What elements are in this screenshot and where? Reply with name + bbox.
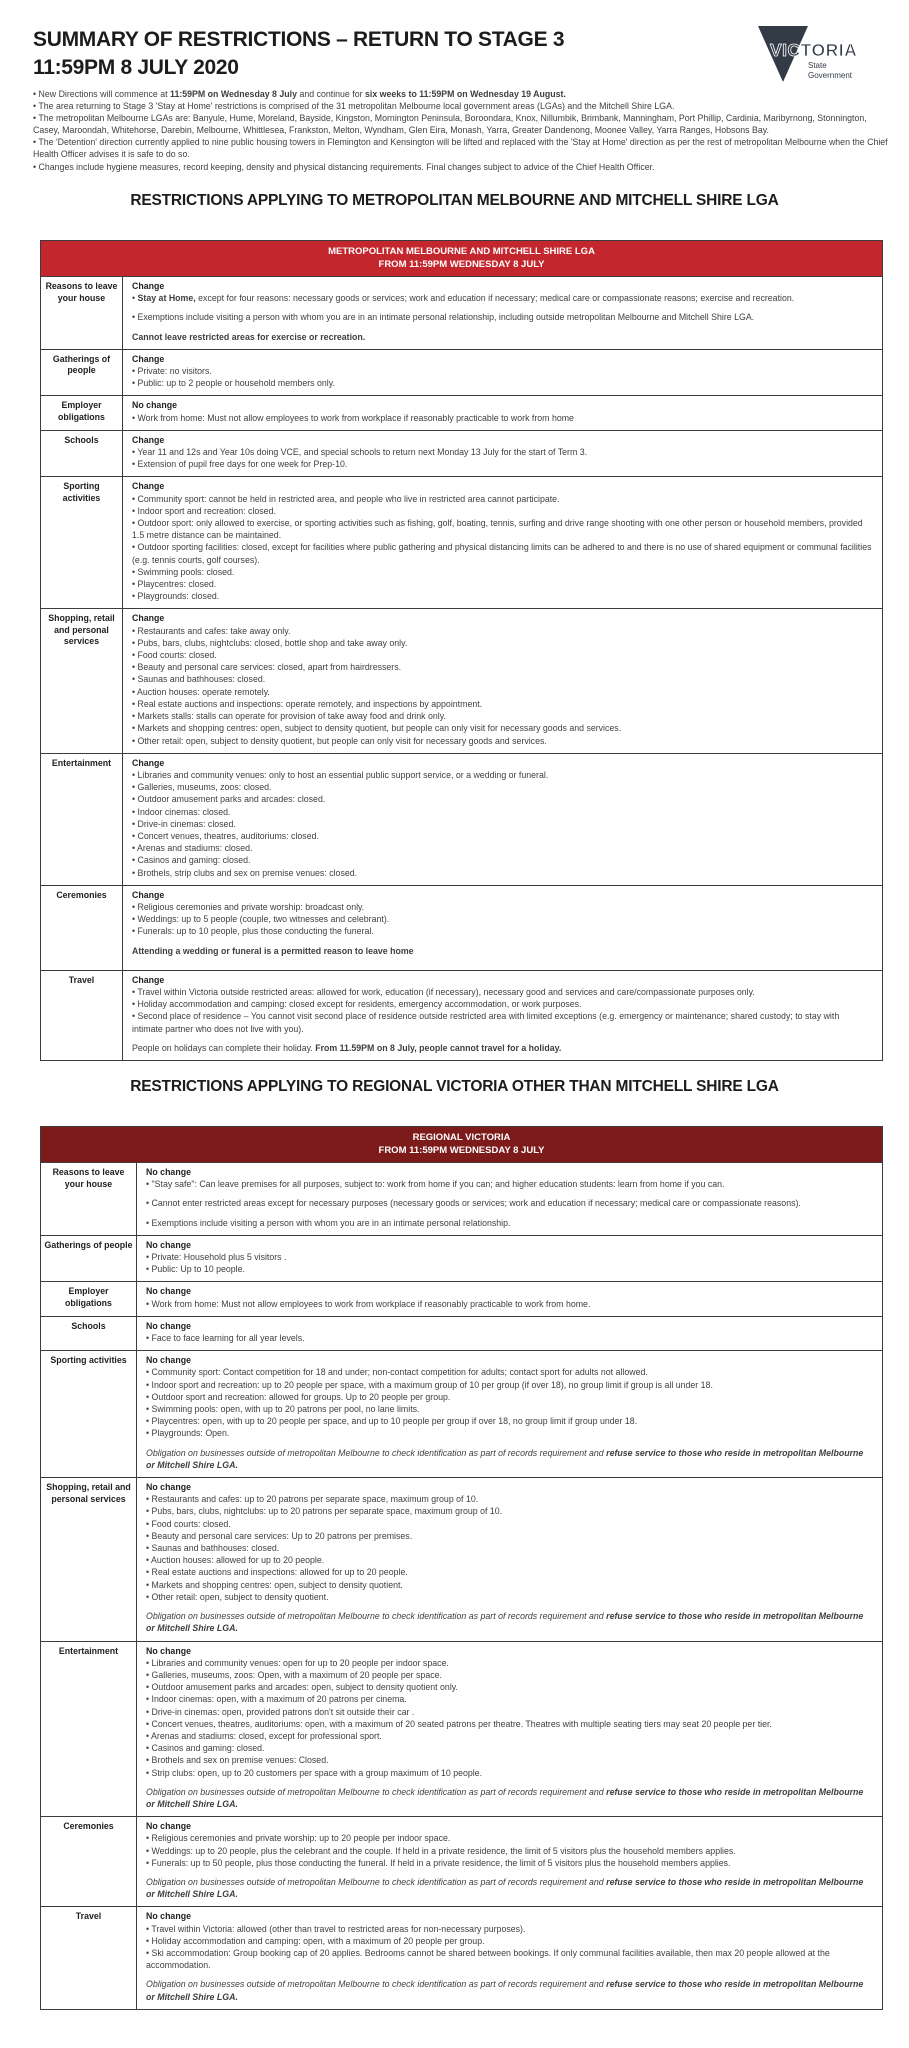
row-content	[123, 431, 882, 477]
row-status: No change	[146, 1645, 191, 1656]
row-label: Entertainment	[41, 1642, 137, 1817]
content-line: • Face to face learning for all year levels.	[146, 1333, 305, 1344]
row-status: Change	[132, 434, 165, 445]
content-line: • Playgrounds: Open.	[146, 1428, 230, 1439]
content-line: • Playcentres: open, with up to 20 people per space, and up to 10 people per group if over 18, no group limit if group under 18.	[146, 1416, 638, 1427]
content-line: • Weddings: up to 5 people (couple, two witnesses and celebrant).	[132, 914, 390, 925]
row-content	[123, 754, 882, 885]
content-line: • Auction houses: operate remotely.	[132, 686, 270, 697]
content-line: • Real estate auctions and inspections: operate remotely, and inspections by appointment.	[132, 698, 483, 709]
table-row	[41, 608, 882, 752]
row-label: Reasons to leave your house	[41, 1163, 137, 1235]
row-status: No change	[132, 400, 177, 411]
victoria-triangle-icon	[756, 18, 881, 88]
content-line: • Other retail: open, subject to density quotient.	[146, 1591, 329, 1602]
row-label: Entertainment	[41, 754, 123, 885]
spacer	[146, 1603, 872, 1610]
content-line: • Swimming pools: closed.	[132, 566, 235, 577]
text-segment: From 11.59PM on 8 July, people cannot travel for a holiday.	[315, 1042, 562, 1053]
row-content	[137, 1351, 882, 1477]
content-line: • Playcentres: closed.	[132, 579, 217, 590]
content-line: • Arenas and stadiums: closed.	[132, 843, 253, 854]
logo-name: VICTORIA	[770, 40, 858, 60]
row-content	[137, 1282, 882, 1315]
content-line: • Casinos and gaming: closed.	[146, 1743, 265, 1754]
row-label: Gatherings of people	[41, 1236, 137, 1282]
content-line: • Extension of pupil free days for one week for Prep-10.	[132, 459, 348, 470]
row-label: Reasons to leave your house	[41, 277, 123, 349]
content-line: • Exemptions include visiting a person with whom you are in an intimate personal relationship, including outside metropolitan Melbourne and Mitchell Shire LGA.	[132, 312, 755, 323]
table-header-line-2: FROM 11:59PM WEDNESDAY 8 JULY	[378, 259, 545, 270]
row-label: Travel	[41, 1907, 137, 2008]
content-line: • Travel within Victoria outside restricted areas: allowed for work, education (if necessary), necessary good and services and care/compassionate purposes only.	[132, 986, 755, 997]
content-line: • Concert venues, theatres, auditoriums: open, with a maximum of 20 seated patrons per theatre. Theatres with multiple seating tiers may seat 20 people per tier.	[146, 1718, 772, 1729]
content-line: • Work from home: Must not allow employees to work from workplace if reasonably practicable to work from home	[132, 412, 574, 423]
content-line: • Ski accommodation: Group booking cap of 20 applies. Bedrooms cannot be shared between bookings. If only communal facilities available, then max 20 people allowed at the accommodation.	[146, 1947, 830, 1971]
content-line: • Beauty and personal care services: Up to 20 patrons per premises.	[146, 1530, 413, 1541]
content-line: • Travel within Victoria: allowed (other than travel to restricted areas for non-necessary purposes).	[146, 1923, 526, 1934]
table-body-regional	[41, 1162, 882, 2009]
row-label: Ceremonies	[41, 1817, 137, 1906]
row-status: No change	[146, 1911, 191, 1922]
content-line: • Swimming pools: open, with up to 20 patrons per pool, no lane limits.	[146, 1404, 420, 1415]
content-line	[146, 1876, 872, 1900]
logo-sub-line-2: Government	[808, 71, 853, 80]
content-line: • Saunas and bathhouses: closed.	[146, 1543, 280, 1554]
table-row	[41, 1641, 882, 1817]
spacer	[146, 1779, 872, 1786]
table-header-metro	[41, 241, 882, 276]
content-line: • "Stay safe": Can leave premises for all purposes, subject to: work from home if you can; and higher education students: learn from home if you can.	[146, 1179, 725, 1190]
content-line: • Outdoor sport: only allowed to exercise, or sporting activities such as fishing, golf, boating, tennis, surfing and drive range shooting with one other person or household members, provided 1.5 metre distance can be maintained.	[132, 518, 863, 541]
page-title	[33, 26, 733, 82]
content-line: • Year 11 and 12s and Year 10s doing VCE, and special schools to return next Monday 13 July for the start of Term 3.	[132, 447, 588, 458]
text-segment: Obligation on businesses outside of metropolitan Melbourne to check identification as part of records requirement and	[146, 1611, 607, 1622]
intro-bullet: • The metropolitan Melbourne LGAs are: Banyule, Hume, Moreland, Bayside, Kingston, Mornington Peninsula, Boroondara, Knox, Nillumbik, Brimbank, Manningham, Port Phillip, Cardinia, Maribyrnong, Stonnington, Casey, Maroondah, Whitehorse, Darebin, Melbourne, Whittlesea, Frankston, Melton, Wyndham, Glen Eira, Monash, Yarra, Greater Dandenong, Moonee Valley, Yarra Ranges, Hobsons Bay.	[33, 113, 867, 136]
row-label: Ceremonies	[41, 886, 123, 970]
section-heading-metro: RESTRICTIONS APPLYING TO METROPOLITAN MELBOURNE AND MITCHELL SHIRE LGA	[130, 192, 779, 209]
content-line: • Public: up to 2 people or household members only.	[132, 378, 335, 389]
row-label: Employer obligations	[41, 396, 123, 429]
row-content	[137, 1642, 882, 1817]
table-row	[41, 1162, 882, 1235]
table-row	[41, 395, 882, 429]
content-line: • Restaurants and cafes: up to 20 patrons per separate space, maximum group of 10.	[146, 1494, 479, 1505]
table-row	[41, 1906, 882, 2008]
spacer	[132, 304, 872, 311]
row-status: No change	[146, 1239, 191, 1250]
row-content	[123, 350, 882, 396]
content-line: • Brothels, strip clubs and sex on premise venues: closed.	[132, 867, 358, 878]
content-line: • Real estate auctions and inspections: allowed for up to 20 people.	[146, 1567, 408, 1578]
row-label: Schools	[41, 1317, 137, 1350]
content-line: • Second place of residence – You cannot visit second place of residence outside restricted area with limited exceptions (e.g. emergency or maintenance; shared custody; to stay with intimate partner who does not live with you).	[132, 1011, 840, 1034]
row-status: Change	[132, 974, 165, 985]
row-content	[123, 609, 882, 752]
content-line	[146, 1978, 872, 2002]
row-label: Sporting activities	[41, 477, 123, 608]
text-segment: Obligation on businesses outside of metropolitan Melbourne to check identification as part of records requirement and	[146, 1876, 607, 1887]
row-status: Change	[132, 281, 165, 291]
content-line	[132, 331, 872, 343]
logo-sub-line-1: State	[808, 61, 827, 70]
intro-bullet: • The 'Detention' direction currently applied to nine public housing towers in Flemington and Kensington will be lifted and replaced with the 'Stay at Home' direction as per the rest of metropolitan Melbourne when the Chief Health Officer advises it is safe to do so.	[33, 137, 888, 160]
spacer	[146, 1210, 872, 1217]
content-line	[146, 1447, 872, 1471]
content-line: • Religious ceremonies and private worship: up to 20 people per indoor space.	[146, 1833, 451, 1844]
table-row	[41, 1350, 882, 1477]
content-line: • Holiday accommodation and camping: open, with a maximum of 20 people per group.	[146, 1935, 485, 1946]
content-line: • Public: Up to 10 people.	[146, 1264, 245, 1275]
text-segment: and continue for	[297, 89, 365, 99]
row-content	[123, 396, 882, 429]
text-segment: Obligation on businesses outside of metropolitan Melbourne to check identification as part of records requirement and	[146, 1786, 607, 1797]
content-line: • Restaurants and cafes: take away only.	[132, 625, 291, 636]
content-line: • Outdoor sport and recreation: allowed for groups. Up to 20 people per group.	[146, 1391, 451, 1402]
row-label: Gatherings of people	[41, 350, 123, 396]
content-line: • Libraries and community venues: open for up to 20 people per indoor space.	[146, 1657, 449, 1668]
row-status: No change	[146, 1320, 191, 1331]
text-segment: refuse service to those who reside in metropolitan Melbourne or Mitchell Shire LGA.	[146, 1611, 864, 1634]
row-content	[137, 1478, 882, 1640]
content-line	[146, 1610, 872, 1634]
table-row	[41, 1235, 882, 1282]
row-status: No change	[146, 1286, 191, 1297]
spacer	[132, 1035, 872, 1042]
content-line: • Community sport: cannot be held in restricted area, and people who live in restricted area cannot participate.	[132, 493, 560, 504]
spacer	[132, 324, 872, 331]
text-segment: Cannot leave restricted areas for exercise or recreation.	[132, 331, 366, 342]
content-line: • Exemptions include visiting a person with whom you are in an intimate personal relationship.	[146, 1217, 511, 1228]
content-line: • Funerals: up to 50 people, plus those conducting the funeral. If held in a private residence, the limit of 5 visitors plus the household members applies.	[146, 1857, 731, 1868]
table-row	[41, 1477, 882, 1640]
restrictions-table-regional	[40, 1126, 883, 2010]
row-status: Change	[132, 613, 165, 624]
content-line: • Indoor sport and recreation: closed.	[132, 505, 276, 516]
content-line: • Galleries, museums, zoos: Open, with a maximum of 20 people per space.	[146, 1669, 442, 1680]
text-segment: refuse service to those who reside in metropolitan Melbourne or Mitchell Shire LGA.	[146, 1786, 864, 1809]
content-line: • Religious ceremonies and private worship: broadcast only.	[132, 901, 365, 912]
table-row	[41, 753, 882, 885]
row-status: No change	[146, 1482, 191, 1493]
row-content	[137, 1907, 882, 2008]
row-content	[137, 1817, 882, 1906]
content-line: • Weddings: up to 20 people, plus the celebrant and the couple. If held in a private residence, the limit of 5 visitors plus the household members applies.	[146, 1845, 736, 1856]
row-content	[137, 1317, 882, 1350]
restrictions-table-metro	[40, 240, 883, 1061]
content-line: • Holiday accommodation and camping: closed except for residents, emergency accommodation, or work purposes.	[132, 999, 582, 1010]
table-row	[41, 430, 882, 477]
content-line: • Other retail: open, subject to density quotient, but people can only visit for necessary goods and services.	[132, 735, 547, 746]
content-line: • Casinos and gaming: closed.	[132, 855, 251, 866]
text-segment: Stay at Home,	[137, 293, 196, 304]
title-line-1: SUMMARY OF RESTRICTIONS – RETURN TO STAGE 3	[33, 28, 565, 51]
content-line: • Community sport: Contact competition for 18 and under; non-contact competition for adults; contact sport for adults not allowed.	[146, 1367, 648, 1378]
content-line: • Libraries and community venues: only to host an essential public support service, or a wedding or funeral.	[132, 769, 549, 780]
row-content	[123, 477, 882, 608]
row-label: Schools	[41, 431, 123, 477]
victoria-state-government-logo	[756, 18, 881, 88]
row-content	[123, 277, 882, 349]
content-line: • Markets and shopping centres: open, subject to density quotient.	[146, 1579, 403, 1590]
text-segment: refuse service to those who reside in metropolitan Melbourne or Mitchell Shire LGA.	[146, 1979, 864, 2002]
intro-bullet: • Changes include hygiene measures, record keeping, density and physical distancing requirements. Final changes subject to advice of the Chief Health Officer.	[33, 161, 655, 172]
table-header-line-1: METROPOLITAN MELBOURNE AND MITCHELL SHIRE LGA	[328, 246, 595, 257]
table-row	[41, 276, 882, 349]
table-row	[41, 476, 882, 608]
row-label: Shopping, retail and personal services	[41, 1478, 137, 1640]
spacer	[146, 1971, 872, 1978]
content-line: • Private: Household plus 5 visitors .	[146, 1252, 287, 1263]
text-segment: Attending a wedding or funeral is a permitted reason to leave home	[132, 945, 414, 956]
text-segment: •	[132, 293, 138, 304]
row-status: No change	[146, 1167, 191, 1177]
intro-bullet	[33, 88, 889, 100]
text-segment: People on holidays can complete their holiday.	[132, 1042, 316, 1053]
row-label: Travel	[41, 971, 123, 1060]
content-line: • Indoor cinemas: open, with a maximum of 20 patrons per cinema.	[146, 1694, 407, 1705]
spacer	[132, 938, 872, 945]
content-line	[132, 945, 872, 957]
content-line: • Drive-in cinemas: closed.	[132, 818, 236, 829]
spacer	[132, 957, 872, 964]
text-segment: • New Directions will commence at	[33, 89, 171, 99]
content-line: • Pubs, bars, clubs, nightclubs: closed, bottle shop and take away only.	[132, 637, 408, 648]
row-label: Sporting activities	[41, 1351, 137, 1477]
row-status: No change	[146, 1355, 191, 1366]
text-segment: refuse service to those who reside in metropolitan Melbourne or Mitchell Shire LGA.	[146, 1447, 864, 1470]
content-line: • Indoor sport and recreation: up to 20 people per space, with a maximum group of 10 per group (if over 18), no group limit if group is all under 18.	[146, 1379, 713, 1390]
content-line: • Work from home: Must not allow employees to work from workplace if reasonably practicable to work from home.	[146, 1298, 591, 1309]
table-row	[41, 885, 882, 970]
intro-bullet: • The area returning to Stage 3 'Stay at Home' restrictions is comprised of the 31 metropolitan Melbourne local government areas (LGAs) and the Mitchell Shire LGA.	[33, 101, 675, 112]
spacer	[146, 1440, 872, 1447]
row-label: Employer obligations	[41, 1282, 137, 1315]
content-line	[132, 292, 872, 304]
row-content	[123, 886, 882, 970]
row-content	[123, 971, 882, 1060]
content-line	[146, 1786, 872, 1810]
row-content	[137, 1236, 882, 1282]
content-line: • Pubs, bars, clubs, nightclubs: up to 20 patrons per separate space, maximum group of 10.	[146, 1506, 503, 1517]
row-label: Shopping, retail and personal services	[41, 609, 123, 752]
row-content	[137, 1163, 882, 1235]
row-status: Change	[132, 757, 165, 768]
text-segment: except for four reasons: necessary goods or services; work and education if necessary; medical care or compassionate reasons; exercise and recreation.	[195, 293, 795, 304]
text-segment: Obligation on businesses outside of metropolitan Melbourne to check identification as part of records requirement and	[146, 1447, 607, 1458]
content-line: • Concert venues, theatres, auditoriums: closed.	[132, 830, 319, 841]
table-row	[41, 1316, 882, 1350]
content-line: • Food courts: closed.	[146, 1518, 231, 1529]
section-heading-regional: RESTRICTIONS APPLYING TO REGIONAL VICTORIA OTHER THAN MITCHELL SHIRE LGA	[130, 1078, 779, 1095]
content-line: • Markets and shopping centres: open, subject to density quotient, but people can only visit for necessary goods and services.	[132, 723, 622, 734]
content-line: • Saunas and bathhouses: closed.	[132, 674, 266, 685]
table-row	[41, 1281, 882, 1315]
table-row	[41, 1816, 882, 1906]
table-header-line-2: FROM 11:59PM WEDNESDAY 8 JULY	[378, 1145, 545, 1156]
row-status: Change	[132, 353, 165, 364]
text-segment: 11:59PM on Wednesday 8 July	[170, 89, 297, 99]
row-status: Change	[132, 481, 165, 492]
spacer	[146, 1190, 872, 1197]
content-line: • Indoor cinemas: closed.	[132, 806, 231, 817]
content-line: • Drive-in cinemas: open, provided patrons don't sit outside their car .	[146, 1706, 415, 1717]
table-header-regional	[41, 1127, 882, 1162]
content-line: • Outdoor sporting facilities: closed, except for facilities where public gathering and physical distancing limits can be adhered to and there is no use of shared equipment or communal facilities (e.g. tennis courts, golf courses).	[132, 542, 872, 565]
table-header-line-1: REGIONAL VICTORIA	[412, 1132, 511, 1143]
content-line	[132, 1042, 872, 1054]
content-line: • Beauty and personal care services: closed, apart from hairdressers.	[132, 662, 402, 673]
content-line: • Playgrounds: closed.	[132, 591, 220, 602]
content-line: • Food courts: closed.	[132, 650, 217, 661]
content-line: • Galleries, museums, zoos: closed.	[132, 782, 272, 793]
content-line: • Auction houses: allowed for up to 20 people.	[146, 1555, 325, 1566]
text-segment: Obligation on businesses outside of metropolitan Melbourne to check identification as part of records requirement and	[146, 1979, 607, 1990]
content-line: • Brothels and sex on premise venues: Closed.	[146, 1755, 329, 1766]
title-line-2: 11:59PM 8 JULY 2020	[33, 56, 239, 79]
content-line: • Funerals: up to 10 people, plus those conducting the funeral.	[132, 926, 374, 937]
table-row	[41, 970, 882, 1060]
content-line: • Markets stalls: stalls can operate for provision of take away food and drink only.	[132, 711, 446, 722]
content-line: • Arenas and stadiums: closed, except for professional sport.	[146, 1730, 382, 1741]
row-status: Change	[132, 889, 165, 900]
content-line: • Cannot enter restricted areas except for necessary purposes (necessary goods or services; work and education if necessary; medical care or compassionate reasons).	[146, 1198, 801, 1209]
table-row	[41, 349, 882, 396]
text-segment: six weeks to 11:59PM on Wednesday 19 August.	[364, 89, 566, 99]
text-segment: refuse service to those who reside in metropolitan Melbourne or Mitchell Shire LGA.	[146, 1876, 864, 1900]
row-status: No change	[146, 1821, 191, 1832]
spacer	[146, 1869, 872, 1876]
intro-bullets	[33, 88, 889, 173]
content-line: • Private: no visitors.	[132, 366, 212, 377]
content-line: • Strip clubs: open, up to 20 customers per space with a group maximum of 10 people.	[146, 1767, 483, 1778]
content-line: • Outdoor amusement parks and arcades: open, subject to density quotient only.	[146, 1682, 458, 1693]
content-line: • Outdoor amusement parks and arcades: closed.	[132, 794, 326, 805]
table-body-metro	[41, 276, 882, 1060]
